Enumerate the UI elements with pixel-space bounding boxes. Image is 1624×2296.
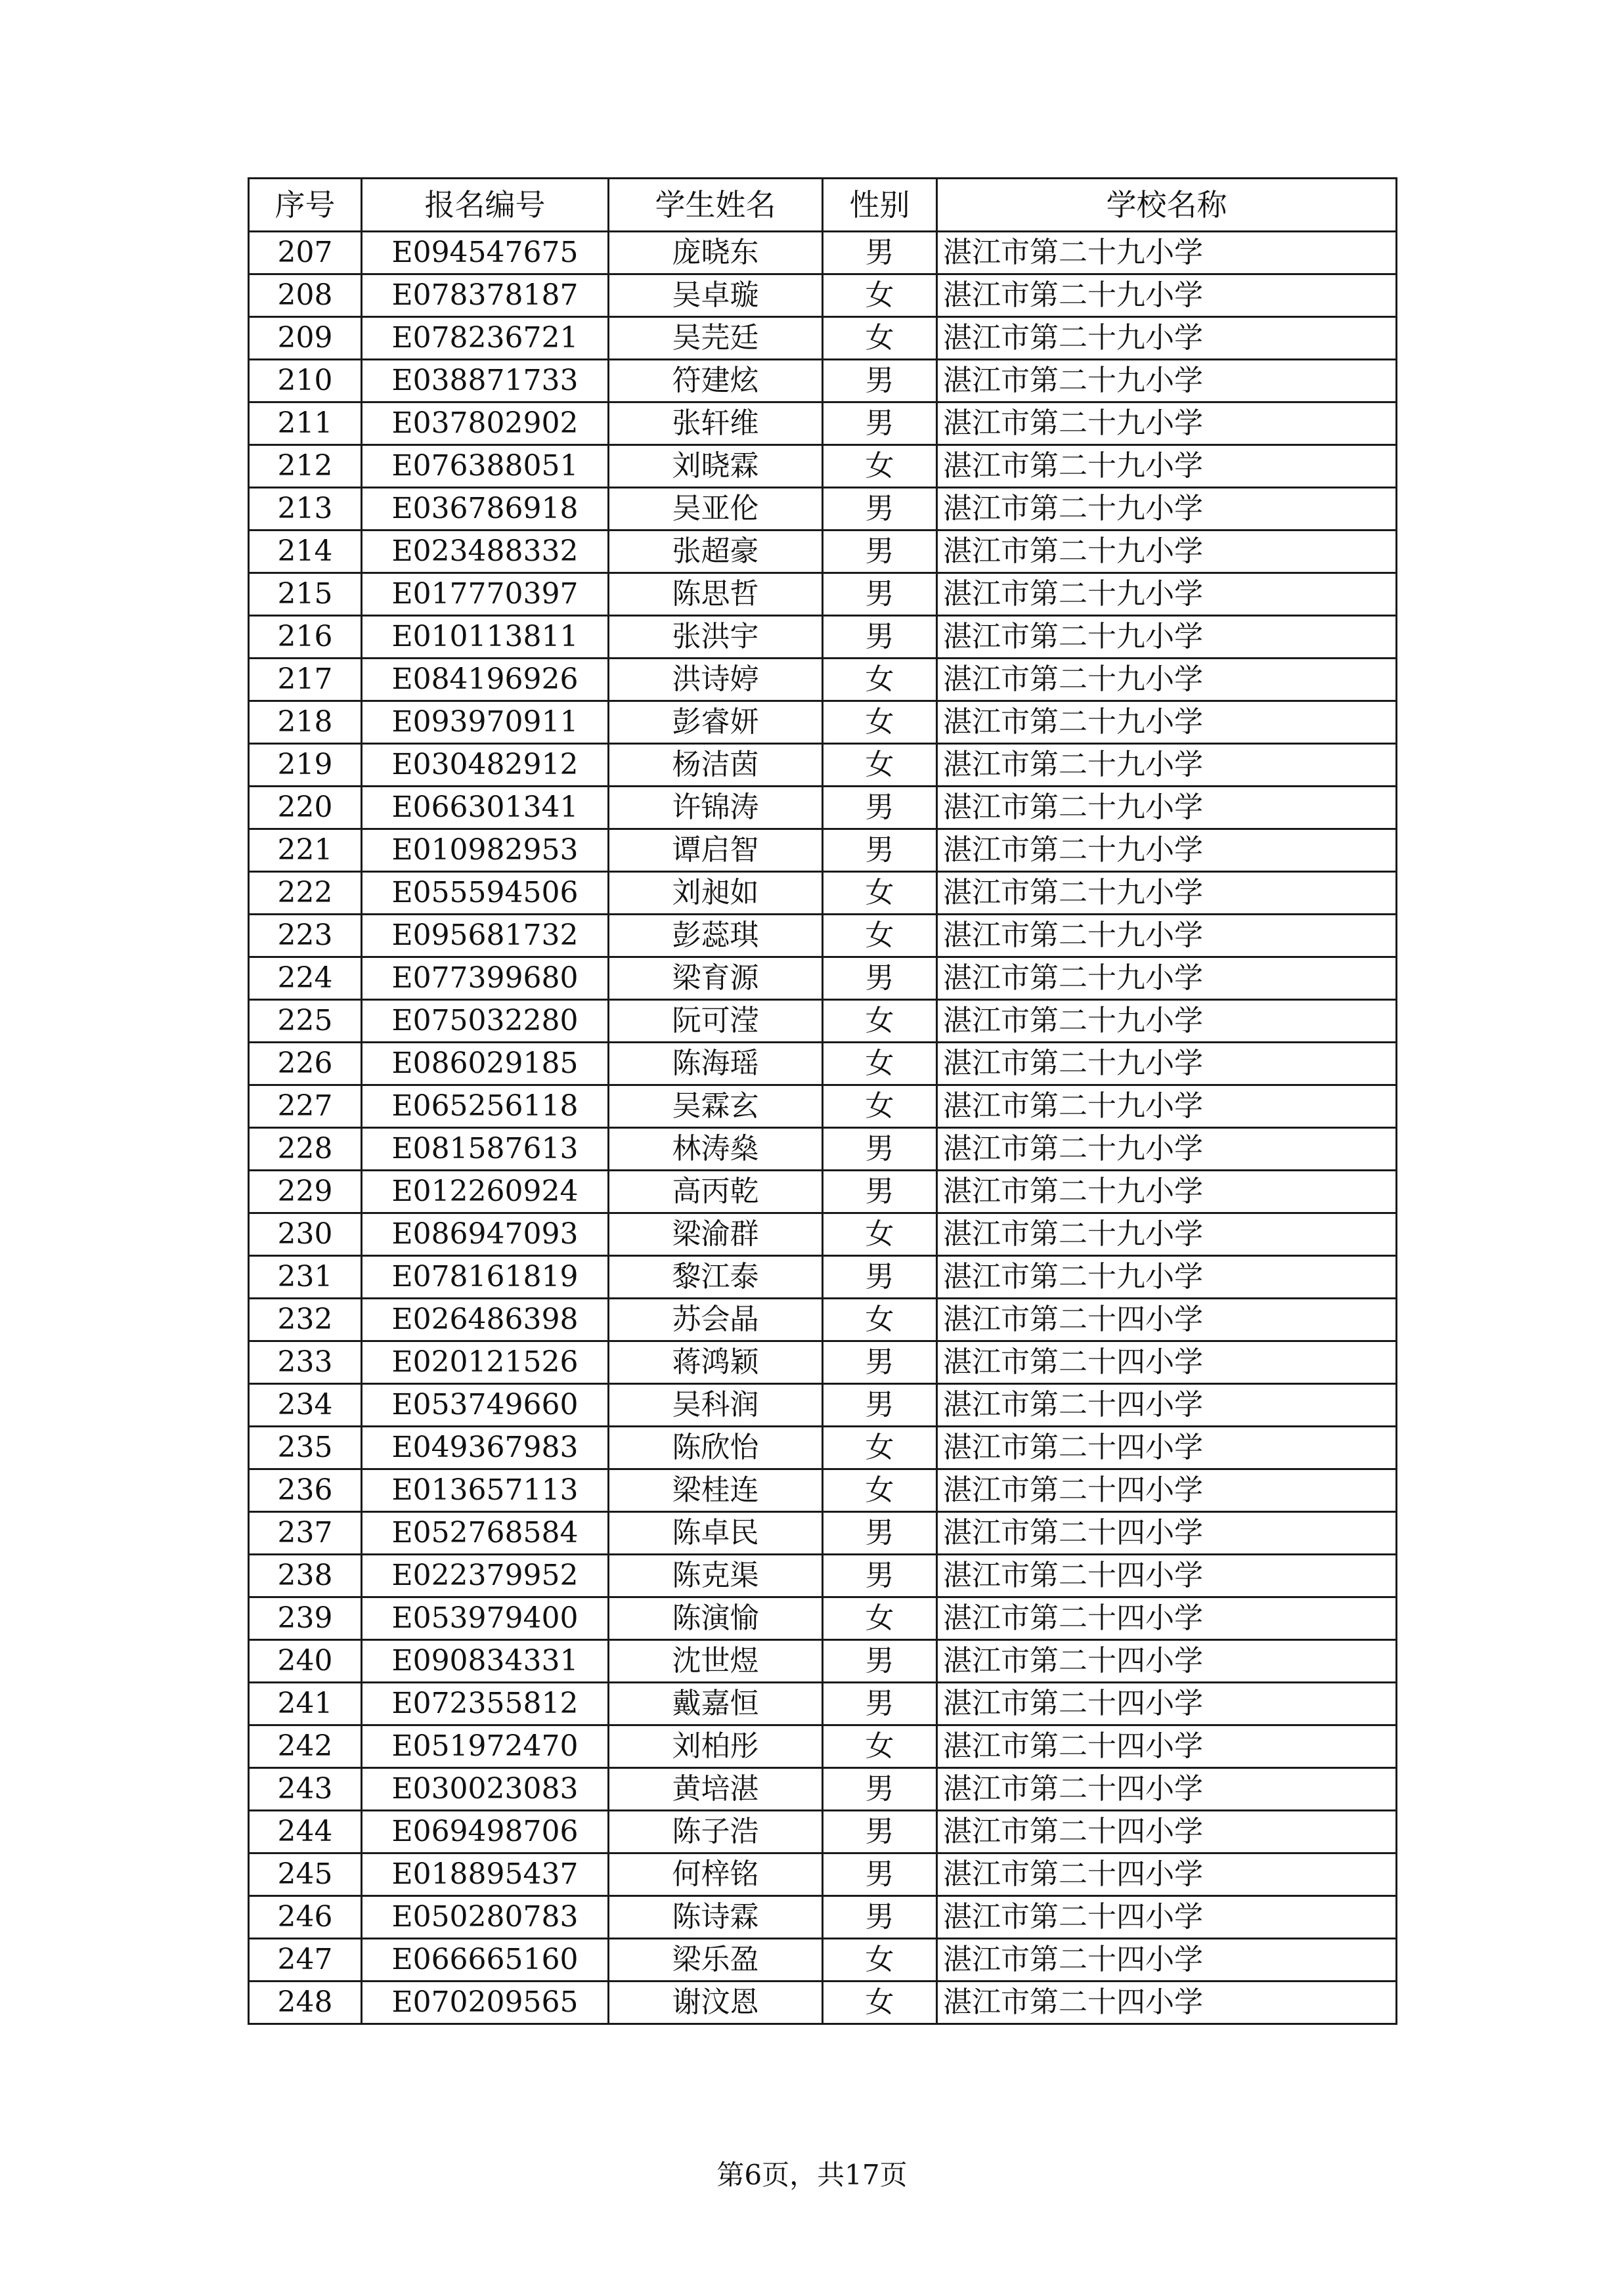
cell-gender: 男	[823, 1683, 937, 1725]
cell-student-name: 吴科润	[609, 1384, 823, 1427]
page-number: 第6页，共17页	[716, 2159, 908, 2191]
cell-gender: 男	[823, 1256, 937, 1299]
table-row	[249, 1982, 1397, 2024]
cell-registration-id: E090834331	[362, 1640, 609, 1683]
cell-school-name: 湛江市第二十九小学	[937, 616, 1397, 659]
cell-school-name: 湛江市第二十四小学	[937, 1853, 1397, 1896]
cell-student-name: 刘晓霖	[609, 445, 823, 488]
cell-serial-number: 219	[249, 744, 362, 787]
cell-student-name: 杨洁茵	[609, 744, 823, 787]
cell-registration-id: E055594506	[362, 872, 609, 915]
cell-school-name: 湛江市第二十四小学	[937, 1725, 1397, 1768]
cell-school-name: 湛江市第二十九小学	[937, 1043, 1397, 1085]
cell-gender: 男	[823, 531, 937, 573]
cell-student-name: 陈演愉	[609, 1597, 823, 1640]
cell-school-name: 湛江市第二十九小学	[937, 488, 1397, 531]
table-row	[249, 402, 1397, 445]
cell-serial-number: 239	[249, 1597, 362, 1640]
cell-school-name: 湛江市第二十四小学	[937, 1640, 1397, 1683]
cell-student-name: 彭睿妍	[609, 701, 823, 744]
cell-school-name: 湛江市第二十九小学	[937, 915, 1397, 957]
cell-school-name: 湛江市第二十四小学	[937, 1597, 1397, 1640]
table-row	[249, 531, 1397, 573]
cell-registration-id: E065256118	[362, 1085, 609, 1128]
cell-student-name: 戴嘉恒	[609, 1683, 823, 1725]
table-body	[249, 232, 1397, 2024]
cell-registration-id: E017770397	[362, 573, 609, 616]
cell-gender: 男	[823, 1512, 937, 1555]
cell-serial-number: 236	[249, 1469, 362, 1512]
table-row	[249, 616, 1397, 659]
cell-serial-number: 225	[249, 1000, 362, 1043]
cell-serial-number: 231	[249, 1256, 362, 1299]
cell-serial-number: 247	[249, 1939, 362, 1982]
cell-school-name: 湛江市第二十九小学	[937, 1213, 1397, 1256]
cell-student-name: 梁乐盈	[609, 1939, 823, 1982]
cell-registration-id: E053749660	[362, 1384, 609, 1427]
cell-gender: 男	[823, 1384, 937, 1427]
cell-gender: 男	[823, 1768, 937, 1811]
table-row	[249, 829, 1397, 872]
cell-gender: 女	[823, 1299, 937, 1341]
table-row	[249, 1896, 1397, 1939]
header-registration-id: 报名编号	[362, 179, 609, 232]
cell-student-name: 庞晓东	[609, 232, 823, 274]
cell-gender: 女	[823, 1939, 937, 1982]
table-row	[249, 744, 1397, 787]
table-row	[249, 360, 1397, 402]
table-row	[249, 1128, 1397, 1171]
cell-student-name: 高丙乾	[609, 1171, 823, 1213]
cell-gender: 男	[823, 957, 937, 1000]
cell-serial-number: 226	[249, 1043, 362, 1085]
cell-school-name: 湛江市第二十九小学	[937, 1085, 1397, 1128]
cell-gender: 女	[823, 1469, 937, 1512]
cell-registration-id: E053979400	[362, 1597, 609, 1640]
table-row	[249, 1427, 1397, 1469]
cell-registration-id: E076388051	[362, 445, 609, 488]
cell-student-name: 谭启智	[609, 829, 823, 872]
cell-school-name: 湛江市第二十九小学	[937, 1000, 1397, 1043]
cell-school-name: 湛江市第二十四小学	[937, 1469, 1397, 1512]
cell-registration-id: E070209565	[362, 1982, 609, 2024]
cell-school-name: 湛江市第二十四小学	[937, 1896, 1397, 1939]
cell-registration-id: E023488332	[362, 531, 609, 573]
table-row	[249, 915, 1397, 957]
cell-school-name: 湛江市第二十九小学	[937, 1256, 1397, 1299]
cell-serial-number: 245	[249, 1853, 362, 1896]
cell-registration-id: E030023083	[362, 1768, 609, 1811]
cell-student-name: 符建炫	[609, 360, 823, 402]
cell-student-name: 张洪宇	[609, 616, 823, 659]
cell-registration-id: E049367983	[362, 1427, 609, 1469]
cell-registration-id: E010113811	[362, 616, 609, 659]
cell-registration-id: E038871733	[362, 360, 609, 402]
cell-registration-id: E069498706	[362, 1811, 609, 1853]
cell-serial-number: 223	[249, 915, 362, 957]
table-row	[249, 1597, 1397, 1640]
cell-gender: 男	[823, 616, 937, 659]
cell-school-name: 湛江市第二十九小学	[937, 1171, 1397, 1213]
table-row	[249, 957, 1397, 1000]
cell-registration-id: E037802902	[362, 402, 609, 445]
cell-student-name: 梁渝群	[609, 1213, 823, 1256]
table-row	[249, 274, 1397, 317]
table-row	[249, 232, 1397, 274]
cell-registration-id: E022379952	[362, 1555, 609, 1597]
cell-serial-number: 227	[249, 1085, 362, 1128]
cell-student-name: 何梓铭	[609, 1853, 823, 1896]
cell-gender: 女	[823, 1725, 937, 1768]
table-row	[249, 872, 1397, 915]
cell-serial-number: 221	[249, 829, 362, 872]
cell-student-name: 吴芫廷	[609, 317, 823, 360]
cell-serial-number: 246	[249, 1896, 362, 1939]
table-row	[249, 488, 1397, 531]
cell-registration-id: E078378187	[362, 274, 609, 317]
header-serial-number: 序号	[249, 179, 362, 232]
cell-student-name: 黄培湛	[609, 1768, 823, 1811]
cell-gender: 男	[823, 1640, 937, 1683]
table-row	[249, 1000, 1397, 1043]
cell-school-name: 湛江市第二十九小学	[937, 402, 1397, 445]
cell-student-name: 沈世煜	[609, 1640, 823, 1683]
table-row	[249, 1384, 1397, 1427]
table-row	[249, 1299, 1397, 1341]
cell-serial-number: 214	[249, 531, 362, 573]
cell-gender: 男	[823, 1171, 937, 1213]
cell-registration-id: E010982953	[362, 829, 609, 872]
cell-serial-number: 248	[249, 1982, 362, 2024]
cell-serial-number: 215	[249, 573, 362, 616]
cell-student-name: 张超豪	[609, 531, 823, 573]
cell-serial-number: 211	[249, 402, 362, 445]
cell-student-name: 陈子浩	[609, 1811, 823, 1853]
cell-school-name: 湛江市第二十四小学	[937, 1341, 1397, 1384]
cell-school-name: 湛江市第二十四小学	[937, 1982, 1397, 2024]
cell-serial-number: 222	[249, 872, 362, 915]
header-student-name: 学生姓名	[609, 179, 823, 232]
header-gender: 性别	[823, 179, 937, 232]
cell-school-name: 湛江市第二十九小学	[937, 445, 1397, 488]
cell-student-name: 陈卓民	[609, 1512, 823, 1555]
cell-gender: 女	[823, 701, 937, 744]
table-row	[249, 659, 1397, 701]
cell-gender: 女	[823, 1427, 937, 1469]
cell-student-name: 吴霖玄	[609, 1085, 823, 1128]
cell-school-name: 湛江市第二十四小学	[937, 1299, 1397, 1341]
cell-serial-number: 235	[249, 1427, 362, 1469]
cell-gender: 男	[823, 1341, 937, 1384]
cell-gender: 女	[823, 1597, 937, 1640]
cell-gender: 女	[823, 915, 937, 957]
cell-student-name: 洪诗婷	[609, 659, 823, 701]
table-row	[249, 1811, 1397, 1853]
cell-registration-id: E094547675	[362, 232, 609, 274]
cell-gender: 男	[823, 1128, 937, 1171]
cell-gender: 男	[823, 1555, 937, 1597]
cell-student-name: 陈欣怡	[609, 1427, 823, 1469]
header-school-name: 学校名称	[937, 179, 1397, 232]
cell-registration-id: E084196926	[362, 659, 609, 701]
cell-gender: 男	[823, 488, 937, 531]
cell-student-name: 吴卓璇	[609, 274, 823, 317]
cell-school-name: 湛江市第二十九小学	[937, 531, 1397, 573]
cell-school-name: 湛江市第二十九小学	[937, 360, 1397, 402]
cell-student-name: 刘柏彤	[609, 1725, 823, 1768]
cell-school-name: 湛江市第二十九小学	[937, 232, 1397, 274]
cell-registration-id: E018895437	[362, 1853, 609, 1896]
cell-school-name: 湛江市第二十四小学	[937, 1427, 1397, 1469]
cell-gender: 女	[823, 445, 937, 488]
table-row	[249, 1469, 1397, 1512]
cell-serial-number: 242	[249, 1725, 362, 1768]
table-row	[249, 1768, 1397, 1811]
cell-student-name: 陈海瑶	[609, 1043, 823, 1085]
cell-gender: 男	[823, 787, 937, 829]
cell-serial-number: 240	[249, 1640, 362, 1683]
cell-serial-number: 229	[249, 1171, 362, 1213]
cell-registration-id: E030482912	[362, 744, 609, 787]
cell-student-name: 彭蕊琪	[609, 915, 823, 957]
cell-serial-number: 241	[249, 1683, 362, 1725]
cell-school-name: 湛江市第二十九小学	[937, 957, 1397, 1000]
cell-student-name: 吴亚伦	[609, 488, 823, 531]
cell-student-name: 黎江泰	[609, 1256, 823, 1299]
cell-registration-id: E077399680	[362, 957, 609, 1000]
cell-student-name: 陈诗霖	[609, 1896, 823, 1939]
table-row	[249, 317, 1397, 360]
cell-student-name: 许锦涛	[609, 787, 823, 829]
cell-serial-number: 237	[249, 1512, 362, 1555]
table-row	[249, 1555, 1397, 1597]
cell-gender: 女	[823, 1982, 937, 2024]
cell-registration-id: E051972470	[362, 1725, 609, 1768]
cell-student-name: 苏会晶	[609, 1299, 823, 1341]
cell-registration-id: E020121526	[362, 1341, 609, 1384]
cell-serial-number: 208	[249, 274, 362, 317]
cell-school-name: 湛江市第二十四小学	[937, 1683, 1397, 1725]
cell-serial-number: 213	[249, 488, 362, 531]
cell-school-name: 湛江市第二十九小学	[937, 1128, 1397, 1171]
cell-gender: 男	[823, 573, 937, 616]
cell-serial-number: 207	[249, 232, 362, 274]
table-row	[249, 1725, 1397, 1768]
cell-school-name: 湛江市第二十四小学	[937, 1555, 1397, 1597]
table-row	[249, 1085, 1397, 1128]
student-roster-table	[248, 177, 1397, 2025]
cell-serial-number: 224	[249, 957, 362, 1000]
cell-registration-id: E072355812	[362, 1683, 609, 1725]
cell-registration-id: E086029185	[362, 1043, 609, 1085]
cell-serial-number: 244	[249, 1811, 362, 1853]
cell-student-name: 谢汶恩	[609, 1982, 823, 2024]
cell-student-name: 张轩维	[609, 402, 823, 445]
cell-registration-id: E093970911	[362, 701, 609, 744]
table-row	[249, 701, 1397, 744]
cell-registration-id: E086947093	[362, 1213, 609, 1256]
cell-student-name: 刘昶如	[609, 872, 823, 915]
cell-school-name: 湛江市第二十九小学	[937, 659, 1397, 701]
cell-gender: 女	[823, 1000, 937, 1043]
table-row	[249, 573, 1397, 616]
table-row	[249, 1683, 1397, 1725]
cell-registration-id: E081587613	[362, 1128, 609, 1171]
cell-school-name: 湛江市第二十四小学	[937, 1811, 1397, 1853]
cell-registration-id: E036786918	[362, 488, 609, 531]
cell-registration-id: E095681732	[362, 915, 609, 957]
cell-serial-number: 212	[249, 445, 362, 488]
cell-school-name: 湛江市第二十九小学	[937, 274, 1397, 317]
cell-serial-number: 238	[249, 1555, 362, 1597]
cell-registration-id: E026486398	[362, 1299, 609, 1341]
cell-school-name: 湛江市第二十九小学	[937, 787, 1397, 829]
table-row	[249, 445, 1397, 488]
cell-gender: 男	[823, 402, 937, 445]
cell-registration-id: E078161819	[362, 1256, 609, 1299]
cell-school-name: 湛江市第二十九小学	[937, 573, 1397, 616]
cell-gender: 女	[823, 1213, 937, 1256]
cell-student-name: 林涛燊	[609, 1128, 823, 1171]
cell-serial-number: 217	[249, 659, 362, 701]
cell-registration-id: E066665160	[362, 1939, 609, 1982]
cell-serial-number: 234	[249, 1384, 362, 1427]
cell-gender: 女	[823, 1043, 937, 1085]
cell-school-name: 湛江市第二十九小学	[937, 829, 1397, 872]
cell-gender: 女	[823, 744, 937, 787]
cell-serial-number: 216	[249, 616, 362, 659]
table-row	[249, 1341, 1397, 1384]
cell-serial-number: 210	[249, 360, 362, 402]
cell-student-name: 蒋鸿颖	[609, 1341, 823, 1384]
cell-school-name: 湛江市第二十九小学	[937, 872, 1397, 915]
cell-school-name: 湛江市第二十九小学	[937, 744, 1397, 787]
table-row	[249, 1043, 1397, 1085]
cell-school-name: 湛江市第二十九小学	[937, 701, 1397, 744]
cell-student-name: 陈思哲	[609, 573, 823, 616]
cell-registration-id: E066301341	[362, 787, 609, 829]
table-row	[249, 1256, 1397, 1299]
cell-registration-id: E012260924	[362, 1171, 609, 1213]
cell-gender: 女	[823, 659, 937, 701]
cell-serial-number: 233	[249, 1341, 362, 1384]
table-row	[249, 1939, 1397, 1982]
cell-serial-number: 228	[249, 1128, 362, 1171]
cell-school-name: 湛江市第二十四小学	[937, 1512, 1397, 1555]
cell-gender: 男	[823, 360, 937, 402]
cell-registration-id: E013657113	[362, 1469, 609, 1512]
cell-serial-number: 209	[249, 317, 362, 360]
cell-school-name: 湛江市第二十四小学	[937, 1939, 1397, 1982]
table-row	[249, 1512, 1397, 1555]
cell-student-name: 陈克渠	[609, 1555, 823, 1597]
cell-serial-number: 220	[249, 787, 362, 829]
cell-serial-number: 232	[249, 1299, 362, 1341]
cell-student-name: 梁育源	[609, 957, 823, 1000]
table-row	[249, 1640, 1397, 1683]
cell-school-name: 湛江市第二十九小学	[937, 317, 1397, 360]
cell-gender: 女	[823, 317, 937, 360]
cell-registration-id: E078236721	[362, 317, 609, 360]
cell-gender: 男	[823, 829, 937, 872]
cell-gender: 女	[823, 872, 937, 915]
table-row	[249, 787, 1397, 829]
cell-gender: 男	[823, 1853, 937, 1896]
table-header-row	[249, 179, 1397, 232]
cell-gender: 男	[823, 232, 937, 274]
cell-serial-number: 230	[249, 1213, 362, 1256]
cell-serial-number: 243	[249, 1768, 362, 1811]
cell-serial-number: 218	[249, 701, 362, 744]
cell-school-name: 湛江市第二十四小学	[937, 1768, 1397, 1811]
table-row	[249, 1213, 1397, 1256]
table-row	[249, 1171, 1397, 1213]
cell-gender: 女	[823, 1085, 937, 1128]
cell-registration-id: E052768584	[362, 1512, 609, 1555]
cell-gender: 男	[823, 1896, 937, 1939]
cell-gender: 女	[823, 274, 937, 317]
cell-registration-id: E075032280	[362, 1000, 609, 1043]
cell-student-name: 梁桂连	[609, 1469, 823, 1512]
cell-registration-id: E050280783	[362, 1896, 609, 1939]
cell-student-name: 阮可滢	[609, 1000, 823, 1043]
cell-school-name: 湛江市第二十四小学	[937, 1384, 1397, 1427]
table-row	[249, 1853, 1397, 1896]
cell-gender: 男	[823, 1811, 937, 1853]
